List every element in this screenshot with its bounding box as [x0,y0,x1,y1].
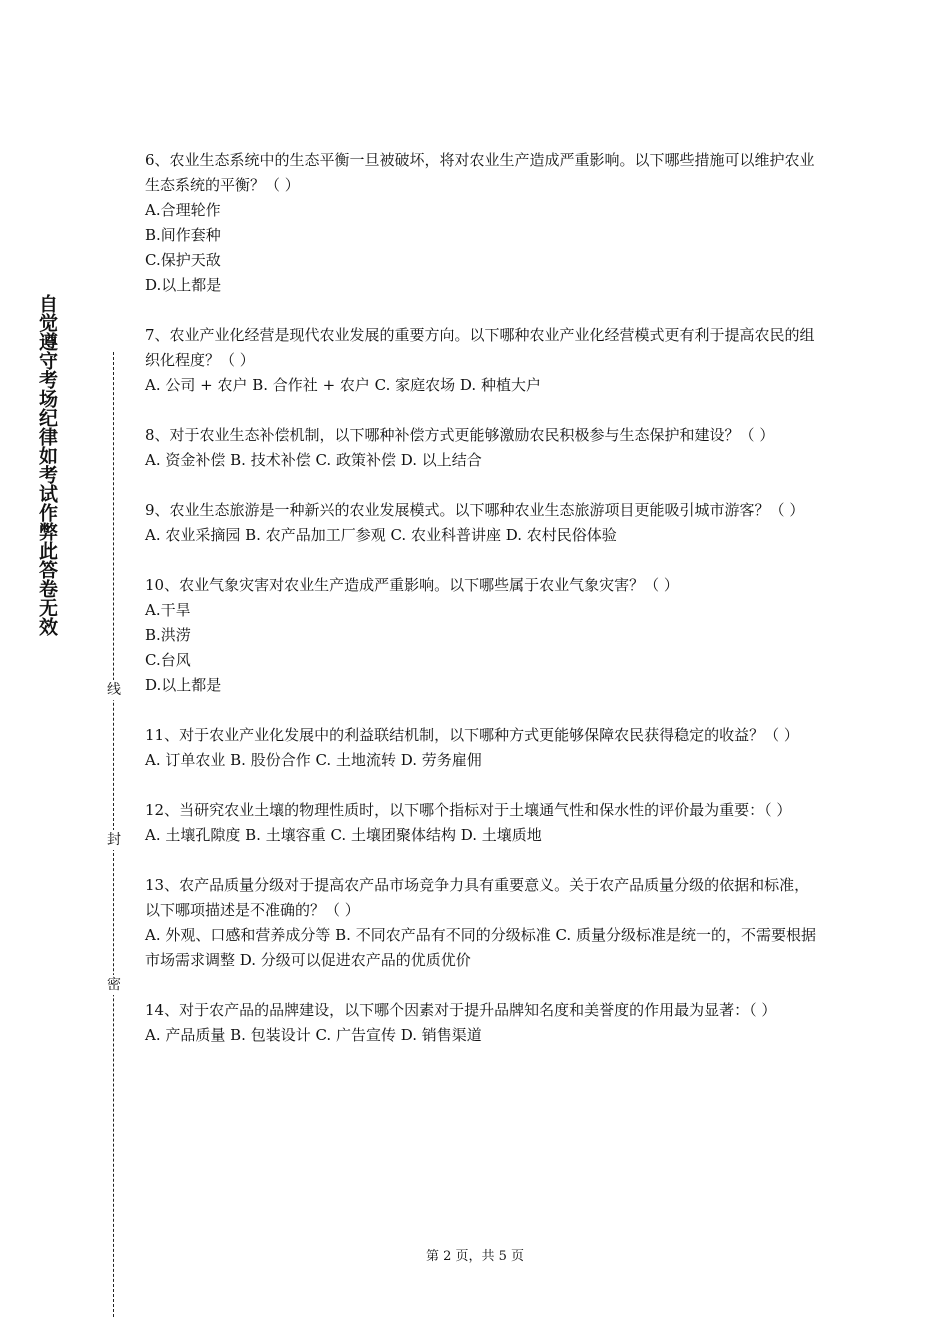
question-text: 13、农产品质量分级对于提高农产品市场竞争力具有重要意义。关于农产品质量分级的依据和标准，以下哪项描述是不准确的？（ ） [145,876,810,919]
options-line: A. 农业采摘园 B. 农产品加工厂参观 C. 农业科普讲座 D. 农村民俗体验 [145,526,617,544]
question-6 [145,148,817,298]
question-list [145,148,817,1073]
option-a: A.干旱 [145,601,191,619]
options-line: A. 产品质量 B. 包装设计 C. 广告宣传 D. 销售渠道 [145,1026,482,1044]
options-line: A. 订单农业 B. 股份合作 C. 土地流转 D. 劳务雇佣 [145,751,482,769]
question-text: 7、农业产业化经营是现代农业发展的重要方向。以下哪种农业产业化经营模式更有利于提高农民的组织化程度？（ ） [145,326,815,369]
options-line: A. 外观、口感和营养成分等 B. 不同农产品有不同的分级标准 C. 质量分级标准是统一的，不需要根据市场需求调整 D. 分级可以促进农产品的优质优价 [145,926,816,969]
option-d: D.以上都是 [145,276,222,294]
options-line: A. 资金补偿 B. 技术补偿 C. 政策补偿 D. 以上结合 [145,451,482,469]
page-number: 第 2 页，共 5 页 [425,1249,525,1264]
option-b: B.洪涝 [145,626,191,644]
question-11 [145,723,817,773]
option-c: C.台风 [145,651,191,669]
question-10 [145,573,817,698]
margin-mark-seal: 封 [104,830,124,850]
option-a: A.合理轮作 [145,201,221,219]
question-text: 10、农业气象灾害对农业生产造成严重影响。以下哪些属于农业气象灾害？（ ） [145,576,679,594]
exam-rules-vertical-title: 自觉遵守考场纪律如考试作弊此答卷无效 [36,294,58,636]
options-line: A. 土壤孔隙度 B. 土壤容重 C. 土壤团聚体结构 D. 土壤质地 [145,826,542,844]
question-text: 14、对于农产品的品牌建设，以下哪个因素对于提升品牌知名度和美誉度的作用最为显著：（ ） [145,1001,777,1019]
question-text: 11、对于农业产业化发展中的利益联结机制，以下哪种方式更能够保障农民获得稳定的收益？（ ） [145,726,799,744]
question-12 [145,798,817,848]
option-b: B.间作套种 [145,226,221,244]
question-14 [145,998,817,1048]
question-8 [145,423,817,473]
question-text: 12、当研究农业土壤的物理性质时，以下哪个指标对于土壤通气性和保水性的评价最为重要：（ ） [145,801,792,819]
question-text: 8、对于农业生态补偿机制，以下哪种补偿方式更能够激励农民积极参与生态保护和建设？（ ） [145,426,775,444]
question-text: 6、农业生态系统中的生态平衡一旦被破坏，将对农业生产造成严重影响。以下哪些措施可以维护农业生态系统的平衡？（ ） [145,151,815,194]
option-c: C.保护天敌 [145,251,221,269]
option-d: D.以上都是 [145,676,222,694]
question-text: 9、农业生态旅游是一种新兴的农业发展模式。以下哪种农业生态旅游项目更能吸引城市游客？（ ） [145,501,805,519]
margin-mark-secret: 密 [104,975,124,995]
question-9 [145,498,817,548]
question-13 [145,873,817,973]
question-7 [145,323,817,398]
options-line: A. 公司 + 农户 B. 合作社 + 农户 C. 家庭农场 D. 种植大户 [145,376,541,394]
margin-mark-line: 线 [104,680,124,700]
